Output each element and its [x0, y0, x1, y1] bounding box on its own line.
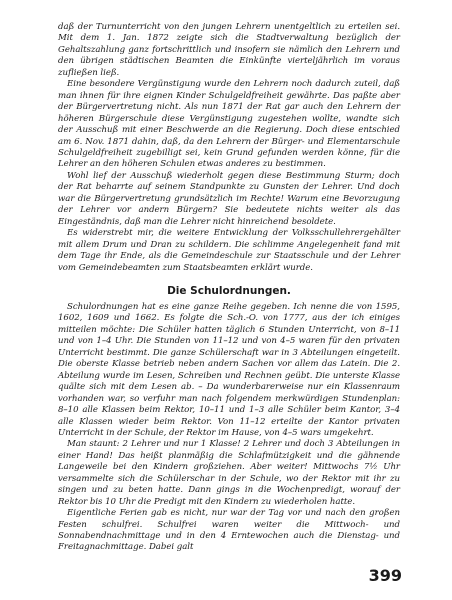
paragraph: daß der Turnunterricht von den jungen Lehrern unentgeltlich zu erteilen sei. Mit dem 1. Jan. 1872 zeigte sich die Stadtverwaltung bezüglich der Gehaltszahlung ganz fortschrittlich und insofern sie nämlich den Lehrern und den übrigen städtischen Beamten die Einkünfte vierteljährlich im voraus zufließen ließ.: [58, 22, 400, 78]
section-heading: Die Schulordnungen.: [167, 284, 291, 297]
body-text: [58, 22, 400, 554]
paragraph: Eine besondere Vergünstigung wurde den Lehrern noch dadurch zuteil, daß man ihnen für ihre eignen Kinder Schulgeldfreiheit gewährte. Das paßte aber der Bürgervertretung nicht. Als nun 1871 der Rat gar auch den Lehrern der höheren Bürgerschule diese Vergünstigung zugestehen wollte, wandte sich der Ausschuß mit einer Beschwerde an die Regierung. Doch diese entschied am 6. Nov. 1871 dahin, daß, da den Lehrern der Bürger- und Elementarschule Schulgeldfreiheit zugebilligt sei, kein Grund gefunden werden könne, für die Lehrer an den höheren Schulen etwas anderes zu bestimmen.: [58, 79, 400, 170]
paragraph: Schulordnungen hat es eine ganze Reihe gegeben. Ich nenne die von 1595, 1602, 1609 und 1662. Es folgte die Sch.-O. von 1777, aus der ich einiges mitteilen möchte: Die Schüler hatten täglich 6 Stunden Unterricht, von 8–11 und von 1–4 Uhr. Die Stunden von 11–12 und von 4–5 waren für den privaten Unterricht bestimmt. Die ganze Schülerschaft war in 3 Abteilungen eingeteilt. Die oberste Klasse betrieb neben andern Sachen vor allem das Latein. Die 2. Abteilung wurde im Lesen, Schreiben und Rechnen geübt. Die unterste Klasse quälte sich mit dem Lesen ab. – Da wunderbarerweise nur ein Klassenraum vorhanden war, so verfuhr man nach folgendem merkwürdigen Stundenplan: 8–10 alle Klassen beim Rektor, 10–11 und 1–3 alle Schüler beim Kantor, 3–4 alle Klassen wieder beim Rektor. Von 11–12 erteilte der Kantor privaten Unterricht in der Schule, der Rektor im Hause, von 4–5 wars umgekehrt.: [58, 301, 400, 438]
page-number: 399: [368, 566, 402, 585]
paragraph: Es widerstrebt mir, die weitere Entwicklung der Volksschullehrergehälter mit allem Drum und Dran zu schildern. Die schlimme Angelegenheit fand mit dem Tage ihr Ende, als die Gemeindeschule zur Staatsschule und der Lehrer vom Gemeindebeamten zum Staatsbeamten erklärt wurde.: [58, 228, 400, 273]
paragraph: Eigentliche Ferien gab es nicht, nur war der Tag vor und nach den großen Festen schulfrei. Schulfrei waren weiter die Mittwoch- und Sonnabendnachmittage und in den 4 Erntewochen auch die Dienstag- und Freitagnachmittage. Dabei galt: [58, 508, 400, 553]
paragraph: Wohl lief der Ausschuß wiederholt gegen diese Bestimmung Sturm; doch der Rat beharrte auf seinem Standpunkte zu Gunsten der Lehrer. Und doch war die Bürgervertretung grundsätzlich im Rechte! Warum eine Bevorzugung der Lehrer vor andern Bürgern? Sie bedeutete nichts weiter als das Eingeständnis, daß man die Lehrer nicht hinreichend besoldete.: [58, 170, 400, 227]
paragraph: Man staunt: 2 Lehrer und nur 1 Klasse! 2 Lehrer und doch 3 Abteilungen in einer Hand! Das heißt planmäßig die Schlafmützigkeit und die gähnende Langeweile bei den Kindern großziehen. Aber weiter! Mittwochs 7½ Uhr versammelte sich die Schülerschar in der Schule, wo der Rektor mit ihr zu singen und zu beten hatte. Dann gings in die Wochenpredigt, worauf der Rektor bis 10 Uhr die Predigt mit den Kindern zu wiederholen hatte.: [58, 439, 400, 507]
